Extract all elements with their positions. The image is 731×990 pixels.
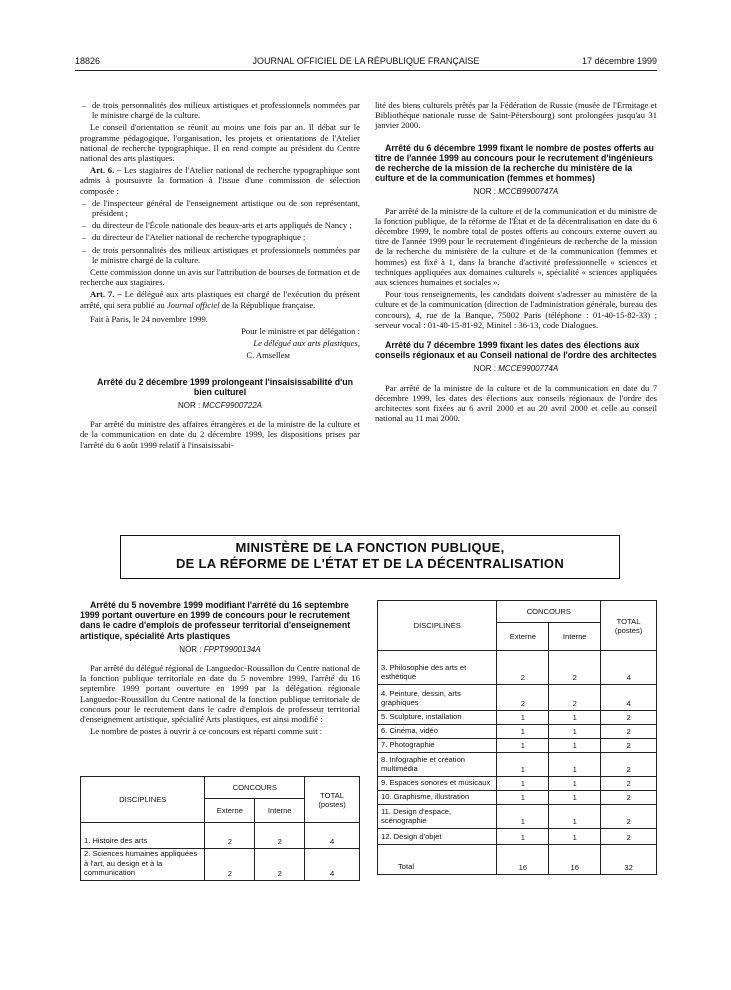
bottom-left-column	[80, 600, 360, 738]
arrete-block	[375, 143, 657, 330]
cell-externe: 1	[497, 739, 549, 753]
row-label: 4. Peinture, dessin, arts graphiques	[378, 685, 497, 711]
article-text: Les stagiaires de l'Atelier national de recherche typographique sont admis à poursuivre la formation à l'issue d'une commission de sélection composée :	[80, 165, 360, 196]
journal-ref: Journal officiel	[166, 299, 220, 310]
table-row	[81, 849, 360, 881]
cell-externe: 1	[497, 829, 549, 845]
nor-reference	[80, 401, 360, 411]
ministry-line: MINISTÈRE DE LA FONCTION PUBLIQUE,	[235, 540, 505, 555]
cell-externe: 2	[497, 685, 549, 711]
signature-name: C. Amselleм	[246, 350, 290, 361]
table-row	[378, 777, 657, 791]
row-label: 10. Graphisme, illustration	[378, 791, 497, 805]
row-label: Total	[378, 845, 497, 875]
col-header-disciplines: DISCIPLINES	[378, 601, 497, 651]
col-header-disciplines: DISCIPLINES	[81, 777, 205, 823]
row-label: 12. Design d'objet	[378, 829, 497, 845]
row-label: 1. Histoire des arts	[81, 823, 205, 849]
row-label: 11. Design d'espace, scénographie	[378, 805, 497, 829]
article-6	[80, 165, 360, 196]
nor-reference	[80, 645, 360, 655]
table-row	[378, 739, 657, 753]
done-at: Fait à Paris, le 24 novembre 1999.	[90, 313, 208, 324]
cell-total: 2	[601, 725, 657, 739]
row-label: 5. Sculpture, installation	[378, 711, 497, 725]
table-row	[378, 753, 657, 777]
cell-interne: 1	[549, 777, 601, 791]
cell-interne: 1	[549, 725, 601, 739]
cell-externe: 1	[497, 777, 549, 791]
cell-total: 2	[601, 791, 657, 805]
paragraph: Cette commission donne un avis sur l'attribution de bourses de formation et de recherche aux stagiaires.	[80, 267, 360, 288]
cell-total: 2	[601, 805, 657, 829]
cell-total: 4	[305, 849, 360, 881]
cell-total: 2	[601, 711, 657, 725]
nor-code: MCCF9900722A	[202, 401, 263, 411]
cell-externe: 2	[205, 823, 255, 849]
row-label: 9. Espaces sonores et musicaux	[378, 777, 497, 791]
article-label: Art. 7. –	[90, 289, 122, 300]
col-header-total: TOTAL (postes)	[601, 601, 657, 651]
ministry-banner	[120, 535, 620, 579]
row-label: 7. Photographie	[378, 739, 497, 753]
article-text: Le délégué aux arts plastiques est chargé de l'exécution du présent arrêté, qui sera publié au	[80, 289, 360, 310]
table-row	[378, 725, 657, 739]
cell-interne: 2	[255, 849, 305, 881]
paragraph: Le nombre de postes à ouvrir à ce concours est réparti comme suit :	[90, 726, 323, 737]
ministry-line: DE LA RÉFORME DE L'ÉTAT ET DE LA DÉCENTRALISATION	[175, 556, 565, 571]
col-header-concours: CONCOURS	[205, 777, 305, 799]
table-row-total	[378, 845, 657, 875]
cell-externe: 1	[497, 725, 549, 739]
row-label: 8. Infographie et création multimédia	[378, 753, 497, 777]
arrete-title: Arrêté du 7 décembre 1999 fixant les dates des élections aux conseils régionaux et au Conseil national de l'ordre des architectes	[375, 340, 657, 361]
left-column	[80, 100, 360, 452]
nor-label: NOR :	[473, 364, 499, 374]
cell-interne: 2	[255, 823, 305, 849]
signature-line: Le délégué aux arts plastiques,	[253, 338, 360, 349]
col-header-interne: Interne	[255, 799, 305, 823]
table-row	[378, 829, 657, 845]
nor-code: FPPT9900134A	[203, 644, 261, 654]
row-label: 2. Sciences humaines appliquées à l'art, au design et à la communication	[81, 849, 205, 881]
paragraph: – de trois personnalités des milieux artistiques et professionnels nommées par le ministre chargé de la culture.	[80, 100, 360, 120]
cell-externe: 1	[497, 711, 549, 725]
cell-interne: 1	[549, 711, 601, 725]
cell-total: 32	[601, 845, 657, 875]
cell-interne: 1	[549, 753, 601, 777]
paragraph: Pour tous renseignements, les candidats doivent s'adresser au ministère de la culture et de la communication (direction de l'administration générale, bureau des concours), 4, rue de la Banque, 75002 Paris (téléphone : 01-40-15-82-33) ; serveur vocal : 01-40-15-81-92, Minitel : 36-13, code Dialogues.	[375, 289, 657, 330]
nor-code: MCCE9900774A	[498, 364, 559, 374]
arrete-title: Arrêté du 2 décembre 1999 prolongeant l'insaisissabilité d'un bien culturel	[97, 376, 353, 397]
journal-title: JOURNAL OFFICIEL DE LA RÉPUBLIQUE FRANÇAISE	[252, 56, 480, 66]
table-row	[378, 711, 657, 725]
cell-externe: 2	[497, 651, 549, 685]
cell-interne: 2	[549, 651, 601, 685]
cell-total: 2	[601, 739, 657, 753]
col-header-concours: CONCOURS	[497, 601, 601, 623]
list-item: – de trois personnalités des milieux artistiques et professionnels nommées par le ministre chargé de la culture.	[80, 245, 360, 265]
paragraph: lité des biens culturels prêtés par la Fédération de Russie (musée de l'Ermitage et Bibliothèque nationale russe de Saint-Pétersbourg) sont prolongées jusqu'au 31 janvier 2000.	[375, 100, 657, 131]
header-rule	[75, 70, 657, 71]
cell-interne: 1	[549, 805, 601, 829]
cell-interne: 16	[549, 845, 601, 875]
cell-total: 4	[601, 651, 657, 685]
col-header-externe: Externe	[205, 799, 255, 823]
nor-reference	[375, 364, 657, 374]
cell-externe: 1	[497, 753, 549, 777]
arrete-title: Arrêté du 5 novembre 1999 modifiant l'arrêté du 16 septembre 1999 portant ouverture en 1999 de concours pour le recrutement dans le cadre d'emplois de professeur territorial d'enseignement artistique, spécialité Arts plastiques	[80, 600, 351, 641]
row-label: 6. Cinéma, vidéo	[378, 725, 497, 739]
page-number: 18826	[75, 56, 101, 66]
cell-interne: 1	[549, 829, 601, 845]
paragraph: Par arrêté de la ministre de la culture et de la communication et du ministre de la fonction publique, de la réforme de l'État et de la décentralisation en date du 6 décembre 1999, le nombre total de postes offerts au concours externe ouvert au titre de l'année 1999 pour le recrutement d'ingénieurs de recherche de la mission de la recherche du ministère de la culture et de la communication (femmes et hommes) est fixé à 1, dans la branche d'activité professionnelle « sciences et techniques appliquées aux domaines culturels », spécialité « sciences appliquées aux sciences humaines et sociales ».	[375, 205, 657, 288]
article-label: Art. 6. –	[90, 165, 122, 176]
nor-label: NOR :	[177, 401, 203, 411]
right-column	[375, 100, 657, 425]
cell-externe: 1	[497, 805, 549, 829]
cell-externe: 16	[497, 845, 549, 875]
issue-date: 17 décembre 1999	[581, 56, 657, 66]
paragraph: Par arrêté du délégué régional de Languedoc-Roussillon du Centre national de la fonction publique territoriale en date du 5 novembre 1999, l'arrêté du 16 septembre 1999 portant ouverture en 1999 par la délégation régionale Languedoc-Roussillon du Centre national de la fonction publique territoriale de concours pour le recrutement dans le cadre d'emplois de professeur territorial d'enseignement artistique, spécialité Arts plastiques, est ainsi modifié :	[80, 663, 360, 725]
arrete-block	[80, 377, 360, 450]
cell-externe: 1	[497, 791, 549, 805]
table-row	[378, 651, 657, 685]
nor-reference	[375, 187, 657, 197]
cell-externe: 2	[205, 849, 255, 881]
row-label: 3. Philosophie des arts et esthétique	[378, 651, 497, 685]
article-text: de la République française.	[219, 299, 316, 310]
col-header-interne: Interne	[549, 623, 601, 651]
list-item: – de l'inspecteur général de l'enseignement artistique ou de son représentant, président ;	[80, 198, 360, 218]
cell-interne: 1	[549, 739, 601, 753]
nor-label: NOR :	[179, 644, 204, 654]
arrete-block	[375, 340, 657, 423]
cell-total: 2	[601, 829, 657, 845]
signature-line: Pour le ministre et par délégation :	[241, 326, 360, 337]
page-header	[75, 56, 657, 70]
article-7	[80, 289, 360, 309]
paragraph: Par arrêté du ministre des affaires étrangères et de la ministre de la culture et de la communication en date du 2 décembre 1999, les dispositions prises par l'arrêté du 6 août 1999 relatif à l'insaisissabi-	[80, 419, 360, 450]
list-item: – du directeur de l'Atelier national de recherche typographique ;	[80, 232, 360, 242]
table-row	[378, 685, 657, 711]
cell-total: 4	[305, 823, 360, 849]
cell-total: 2	[601, 753, 657, 777]
nor-label: NOR :	[473, 187, 499, 197]
table-row	[378, 791, 657, 805]
table-row	[378, 805, 657, 829]
table-row	[81, 823, 360, 849]
col-header-total: TOTAL (postes)	[305, 777, 360, 823]
col-header-externe: Externe	[497, 623, 549, 651]
paragraph: Le conseil d'orientation se réunit au moins une fois par an. Il débat sur le programme pédagogique, l'organisation, les projets et orientations de l'Atelier national de recherche typographique. Il en rend compte au président du Centre national des arts plastiques.	[80, 122, 360, 164]
paragraph: Par arrêté de la ministre de la culture et de la communication en date du 7 décembre 1999, les dates des élections aux conseils régionaux de l'ordre des architectes sont fixées au 6 avril 2000 et au 20 avril 2000 et celle au conseil national au 11 mai 2000.	[375, 382, 657, 424]
list-item: – du directeur de l'École nationale des beaux-arts et arts appliqués de Nancy ;	[80, 220, 360, 230]
nor-code: MCCB9900747A	[498, 187, 559, 197]
arrete-title: Arrêté du 6 décembre 1999 fixant le nombre de postes offerts au titre de l'année 1999 au concours pour le recrutement d'ingénieurs de recherche de la mission de la recherche du ministère de la culture et de la communication (femmes et hommes)	[375, 142, 654, 184]
cell-interne: 2	[549, 685, 601, 711]
cell-total: 4	[601, 685, 657, 711]
posts-table-right	[377, 600, 657, 875]
cell-total: 2	[601, 777, 657, 791]
cell-interne: 1	[549, 791, 601, 805]
posts-table-left	[80, 776, 360, 881]
